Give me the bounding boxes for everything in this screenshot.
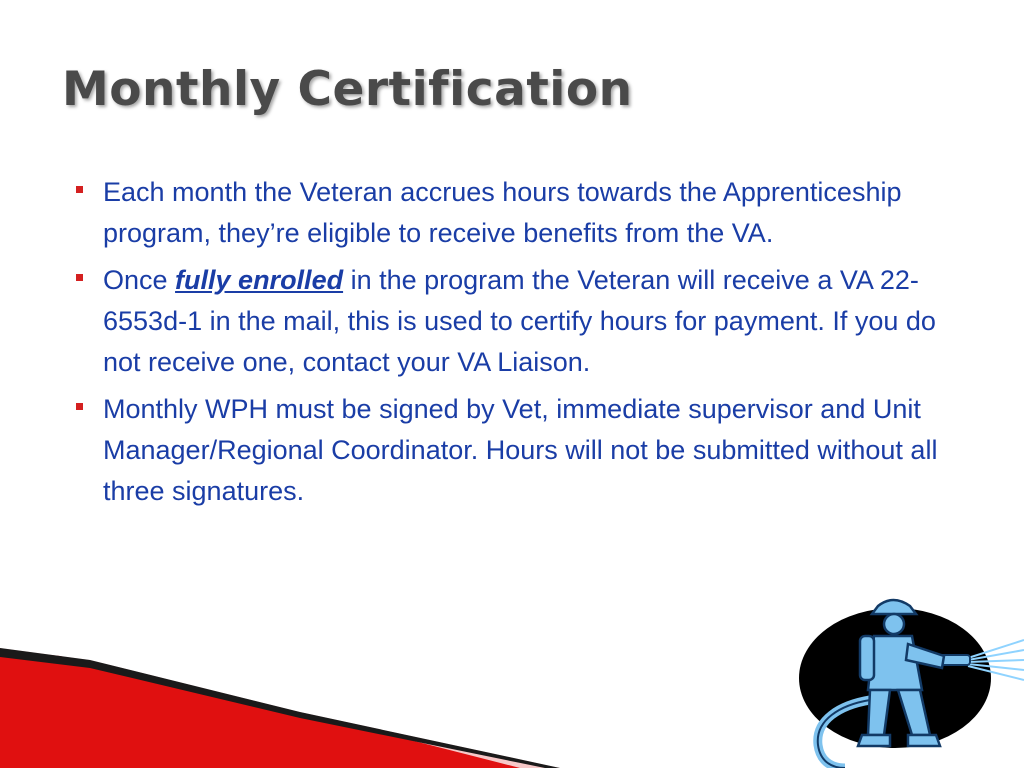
bullet-text-suffix: in the program the Veteran will receive a VA 22-6553d-1 in the mail, this is used to certify hours for payment. If you do not receive one, contact your VA Liaison. — [103, 265, 936, 377]
bullet-text: Monthly WPH must be signed by Vet, immediate supervisor and Unit Manager/Regional Coordinator. Hours will not be submitted without all three signatures. — [103, 394, 938, 506]
emphasized-link-text: fully enrolled — [175, 265, 344, 295]
bullet-text-prefix: Once — [103, 265, 176, 295]
bullet-text: Each month the Veteran accrues hours towards the Apprenticeship program, they’re eligible to receive benefits from the VA. — [103, 177, 902, 248]
slide-title: Monthly Certification — [62, 62, 633, 117]
